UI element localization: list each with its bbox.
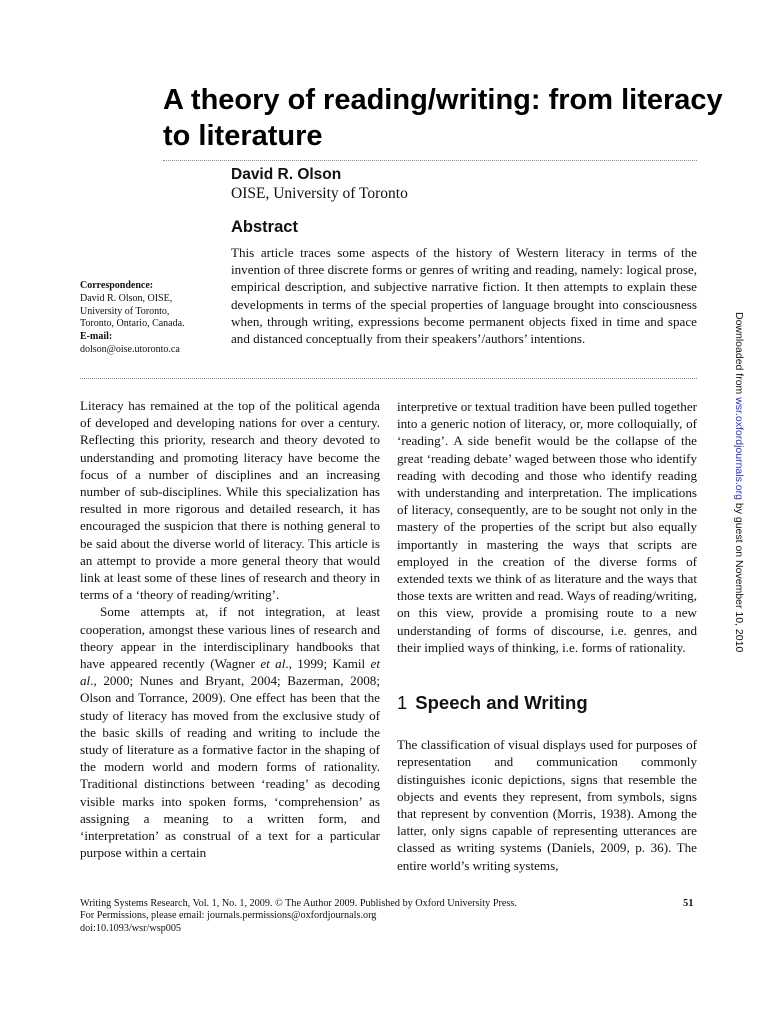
text-run: ., 1999; Kamil	[285, 656, 371, 672]
body-paragraph: Literacy has remained at the top of the political agenda of developed and developing nations for over a century. Reflecting this priority, research and theory devoted to understanding and promoting literacy have become the focus of a number of disciplines and an increasing number of sub-disciplines. While this specialization has resulted in more rigorous and detailed research, it has encouraged the suspicion that there is nothing general to be said about the diverse world of literacy. This article is an attempt to provide a more general theory that would link at least some of these lines of research and theory in terms of a ‘theory of reading/writing’.	[80, 398, 380, 603]
watermark-suffix: by guest on November 10, 2010	[733, 499, 745, 653]
footer-doi: doi:10.1093/wsr/wsp005	[80, 922, 182, 934]
abstract-heading: Abstract	[231, 218, 298, 236]
page-footer	[80, 898, 700, 935]
footer-citation: Writing Systems Research, Vol. 1, No. 1, 2009. © The Author 2009. Published by Oxford University Press.	[80, 898, 517, 909]
abstract-text: This article traces some aspects of the history of Western literacy in terms of the invention of three discrete forms or genres of writing and reading, namely: logical prose, empirical description, and subjective narrative fiction. It then attempts to explain these developments in terms of the special properties of language brought into consciousness when, through writing, expressions become permanent objects fixed in time and space and distanced conceptually from their speakers’/authors’ intentions.	[231, 245, 697, 347]
abstract-divider	[80, 378, 697, 379]
article-title: A theory of reading/writing: from literacy to literature	[163, 84, 723, 152]
author-affiliation: OISE, University of Toronto	[231, 185, 408, 202]
body-paragraph: The classification of visual displays used for purposes of representation and communication commonly distinguishes iconic depictions, signs that resemble the objects and events they represent, from symbols, signs that represent by convention (Morris, 1938). Among the latter, only signs capable of representing utterances are classed as writing systems (Daniels, 2009, p. 36). The entire world’s writing systems,	[397, 737, 697, 873]
email-address[interactable]: dolson@oise.utoronto.ca	[80, 343, 180, 355]
email-label: E-mail:	[80, 331, 113, 343]
watermark-prefix: Downloaded from	[733, 312, 745, 398]
title-divider	[163, 160, 697, 161]
citation-etal: et al	[80, 656, 380, 689]
download-watermark	[733, 312, 745, 652]
citation-etal: et al	[260, 656, 286, 672]
correspondence-block	[80, 280, 220, 357]
correspondence-label: Correspondence:	[80, 280, 154, 291]
footer-permissions: For Permissions, please email: journals.permissions@oxfordjournals.org	[80, 910, 377, 922]
text-run: Some attempts at, if not integration, at least cooperation, amongst these various lines of research and theory appear in the interdisciplinary handbooks that have appeared recently (Wagner	[80, 604, 380, 672]
correspondence-line: Toronto, Ontario, Canada.	[80, 318, 185, 330]
text-run: ., 2000; Nunes and Bryant, 2004; Bazerman, 2008; Olson and Torrance, 2009). One effect has been that the study of literacy has moved from the exclusive study of the basic skills of reading and writing to include the study of literature as a formative factor in the shaping of the modern world and modern forms of rationality. Traditional distinctions between ‘reading’ as decoding visible marks into spoken forms, ‘comprehension’ as assigning a meaning to a written form, and ‘interpretation’ as construal of a text for a particular purpose within a certain	[80, 673, 380, 861]
section-number: 1	[397, 692, 408, 714]
body-column-right	[397, 398, 697, 874]
correspondence-line: University of Toronto,	[80, 305, 170, 317]
body-paragraph: interpretive or textual tradition have been pulled together into a generic notion of literacy, or, more colloquially, of ‘reading’. A side benefit would be the collapse of the great ‘reading debate’ waged between those who identify reading with decoding and those who identify reading with understanding and interpretation. The implications of literacy, consequently, are to be sought not only in the mastery of the properties of the script but also equally importantly in mastering the ways that scripts are employed in the creation of the diverse forms of extended texts we think of as literature and the ways that those texts are written and read. Ways of reading/writing, on this view, provide a promising route to a new understanding of forms of discourse, i.e. genres, and their implied ways of thinking, i.e. forms of rationality.	[397, 399, 697, 655]
body-column-left	[80, 397, 380, 861]
body-paragraph	[80, 603, 380, 861]
correspondence-line: David R. Olson, OISE,	[80, 292, 173, 304]
section-title: Speech and Writing	[415, 692, 588, 714]
journal-link[interactable]: wsr.oxfordjournals.org	[733, 397, 745, 500]
section-heading	[397, 692, 697, 714]
author-name: David R. Olson	[231, 166, 342, 183]
page-number: 51	[683, 898, 694, 909]
